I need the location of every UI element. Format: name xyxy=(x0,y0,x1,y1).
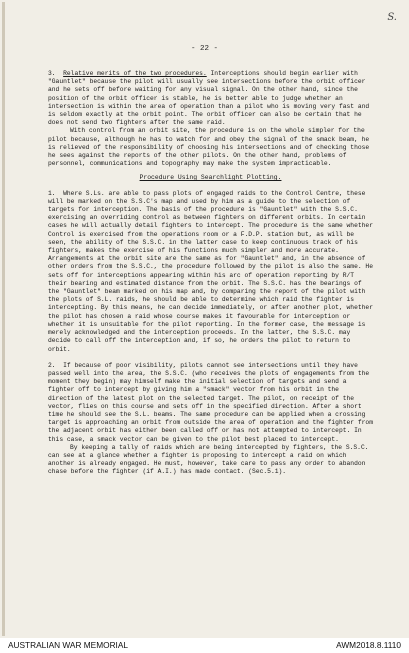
section-3-heading: Relative merits of the two procedures. xyxy=(63,70,207,77)
searchlight-heading-block xyxy=(48,174,373,182)
page-number: - 22 - xyxy=(190,45,218,53)
section-3-text-1: Interceptions should begin earlier with "Gauntlet" because the pilot will usually see intersections before the orbit officer and he sets off before waiting for any visual signal. On the other hand, since the position of the orbit officer is stable, he is better able to judge whether an intersection is within the area of operation than a pilot who is moving very fast and is seldom exactly at the orbit point. The orbit officer can also be certain that he does not send two fighters after the same raid. xyxy=(48,70,370,127)
page-edge-shadow xyxy=(2,2,5,636)
searchlight-heading: Procedure Using Searchlight Plotting. xyxy=(139,174,282,182)
paragraph-1-number: 1. xyxy=(48,189,56,197)
document-body xyxy=(48,70,373,477)
spacer xyxy=(48,354,373,362)
section-3-number: 3. xyxy=(48,70,56,77)
section-3-paragraph xyxy=(48,70,373,127)
handwritten-mark: S. xyxy=(387,12,397,23)
paragraph-2-text: If because of poor visibility, pilots cannot see intersections until they have passed well into the area, the S.S.C. (who receives the plots of engagements from the moment they begin) may himself make the initial selection of targets and send a fighter off to intercept by giving him a "smack" vector from his orbit in the direction of the latest plot on the selected target. The pilot, on receipt of the vector, flies on this course and sets off in the specified direction. After a short time he should see the S.L. beams. The same procedure can be applied when a crossing target is approaching an orbit from outside the area of operation and the fighter from the adjacent orbit has either been called off or has not attempted to intercept. In this case, a smack vector can be given to the pilot best placed to intercept. xyxy=(48,361,373,443)
searchlight-paragraph-1 xyxy=(48,190,373,354)
footer-accession-number: AWM2018.8.1110 xyxy=(336,640,401,650)
archive-footer xyxy=(0,638,409,653)
section-3-paragraph-2: With control from an orbit site, the procedure is on the whole simpler for the pilot because, although he has to watch for and obey the signal of the smack beam, he is relieved of the responsibility of choosing his intersections and of checking those he sees against the reports of the other pilots. On the other hand, problems of personnel, communications and topography may make the system impracticable. xyxy=(48,127,370,168)
searchlight-paragraph-2 xyxy=(48,362,373,444)
footer-institution: AUSTRALIAN WAR MEMORIAL xyxy=(8,640,129,650)
paragraph-1-text: Where S.Ls. are able to pass plots of engaged raids to the Control Centre, these will be marked on the S.S.C's map and used by him as a guide to the selection of targets for interception. The basis of the procedure is "Gauntlet" with the S.S.C. exercising an overriding control as between fighters on different orbits. In certain cases he will actually detail fighters to intercept. The procedure is the same whether Control is exercised from the operations room or a F.D.P. station but, as will be seen, the ability of the S.S.C. in the latter case to keep continuous track of his fighters, makes the exercise of his functions much simpler and more accurate. Arrangements at the orbit site are the same as for "Gauntlet" and, in the absence of other orders from the S.S.C., the procedure followed by the pilot is also the same. He sets off for interceptions appearing within his arc of operation reporting by R/T their bearing and estimated distance from the orbit. The S.S.C. has the bearings of the "Gauntlet" beam marked on his map and, by comparing the report of the pilot with the plots of S.L. raids, he should be able to determine which raid the fighter is intercepting. By this means, he can decide immediately, or after another plot, whether the pilot has chosen a raid whose course makes it favourable for interception or whether it is unsuitable for the pilot reporting. In the former case, the message is merely acknowledged and the interception proceeds. In the latter, the S.S.C. may decide to call off the interception and, if so, he orders the pilot to return to orbit. xyxy=(48,189,373,353)
searchlight-paragraph-2b: By keeping a tally of raids which are being intercepted by fighters, the S.S.C. can see at a glance whether a fighter is proposing to intercept a raid on which another is already engaged. He must, however, take care to pass any order to abandon chase before the fighter (if A.I.) has made contact. (Sec.5.1). xyxy=(48,443,369,476)
paragraph-2-number: 2. xyxy=(48,361,56,369)
